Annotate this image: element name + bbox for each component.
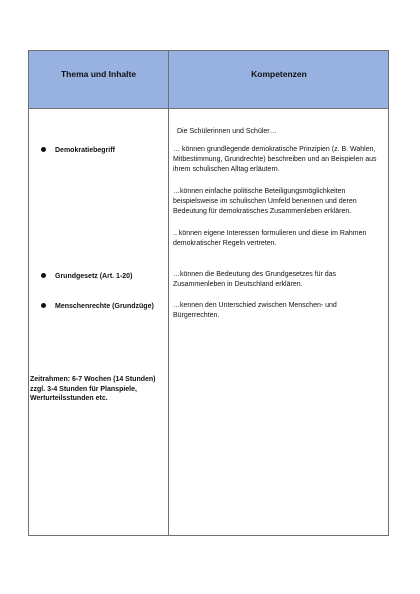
topic-item	[41, 273, 132, 280]
time-frame: Zeitrahmen: 6-7 Wochen (14 Stunden) zzgl. 3-4 Stunden für Planspiele, Werturteilsstunden etc.	[30, 376, 156, 403]
topic-label: Grundgesetz (Art. 1-20)	[55, 273, 133, 280]
column-divider	[168, 51, 169, 535]
topic-label: Menschenrechte (Grundzüge)	[55, 303, 154, 310]
bullet-icon	[41, 273, 46, 278]
topic-label: Demokratiebegriff	[55, 147, 115, 154]
bullet-icon	[41, 303, 46, 308]
topic-item	[41, 147, 115, 154]
competence-item: … können grundlegende demokratische Prinzipien (z. B. Wahlen, Mitbestimmung, Grundrechte) beschreiben und an Beispielen aus ihrem schulischen Alltag erläutern.	[173, 146, 377, 174]
topic-item	[41, 303, 154, 310]
table-header	[29, 51, 388, 109]
header-topics: Thema und Inhalte	[60, 69, 137, 79]
competence-item: .. können eigene Interessen formulieren und diese im Rahmen demokratischer Regeln vertreten.	[173, 230, 367, 248]
curriculum-table	[28, 50, 389, 536]
competence-item: …können die Bedeutung des Grundgesetzes für das Zusammenleben in Deutschland erklären.	[173, 271, 337, 289]
competence-item: …können einfache politische Beteiligungsmöglichkeiten beispielsweise im schulischen Umfeld benennen und deren Bedeutung für demokratisches Zusammenleben erklären.	[173, 188, 357, 216]
competence-item: …kennen den Unterschied zwischen Menschen- und Bürgerrechten.	[173, 302, 337, 320]
bullet-icon	[41, 147, 46, 152]
header-competences: Kompetenzen	[251, 69, 307, 79]
competence-intro: Die Schülerinnen und Schüler…	[177, 128, 277, 135]
